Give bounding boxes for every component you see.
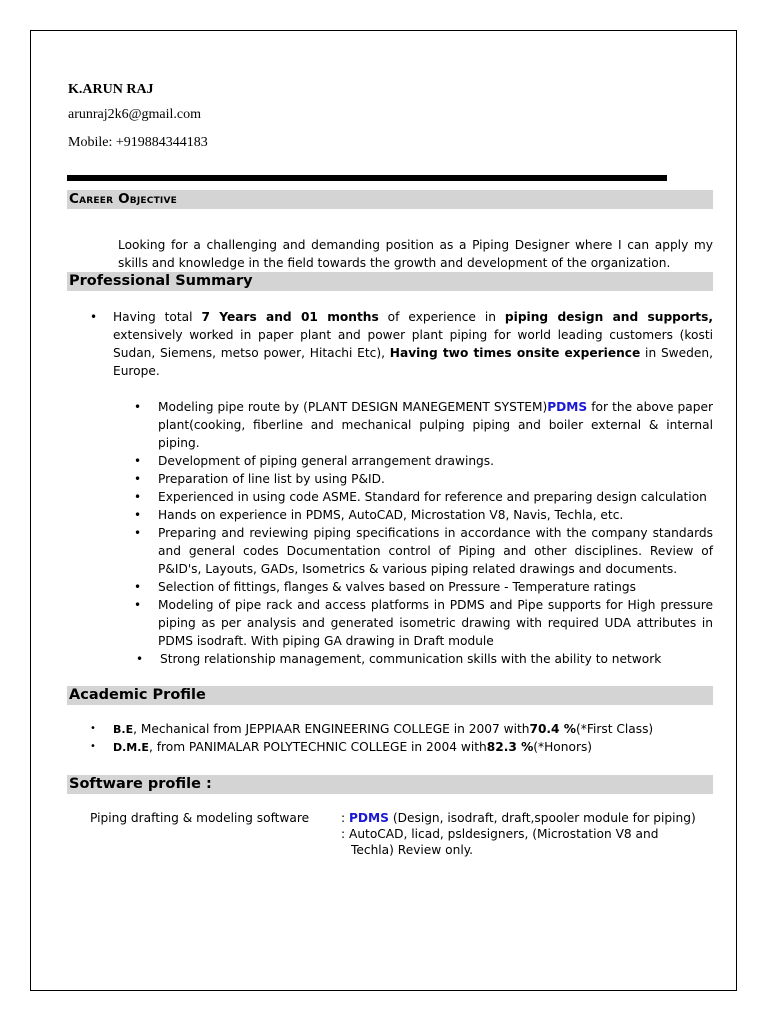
bullet-dot: •	[134, 454, 142, 468]
summary-item: Preparing and reviewing piping specifications in accordance with the company standards and general codes Documentation control of Piping and other disciplines. Review of P&ID's, Layouts, GADs, Isometrics & various piping related drawings and documents.	[158, 526, 713, 576]
header-divider	[67, 175, 667, 181]
career-objective-heading: Career Objective	[67, 190, 713, 209]
software-line-2: : AutoCAD, licad, psldesigners, (Microstation V8 and	[341, 827, 659, 841]
bullet-dot: •	[134, 580, 142, 594]
academic-profile-heading: Academic Profile	[67, 686, 713, 705]
candidate-name: K.ARUN RAJ	[68, 82, 154, 97]
bullet-dot: •	[90, 741, 96, 752]
bullet-dot: •	[134, 508, 142, 522]
email-address: arunraj2k6@gmail.com	[68, 107, 202, 122]
summary-item: Development of piping general arrangement drawings.	[158, 454, 495, 468]
summary-intro: Having total 7 Years and 01 months of experience in piping design and supports, extensively worked in paper plant and power plant piping for world leading customers (kosti Sudan, Siemens, metso power, Hitachi Etc), Having two times onsite experience in Sweden, Europe.	[113, 310, 713, 378]
summary-item: Experienced in using code ASME. Standard for reference and preparing design calculation	[158, 490, 707, 504]
bullet-dot: •	[134, 598, 142, 612]
bullet-dot: •	[136, 652, 144, 666]
software-label: Piping drafting & modeling software	[90, 811, 310, 825]
software-profile-heading: Software profile :	[67, 775, 713, 794]
bullet-dot: •	[134, 400, 142, 414]
bullet-dot: •	[134, 472, 142, 486]
summary-item: Strong relationship management, communication skills with the ability to network	[160, 652, 662, 666]
summary-item-pdms: Modeling pipe route by (PLANT DESIGN MANEGEMENT SYSTEM)PDMS for the above paper plant(cooking, fiberline and mechanical pulping piping and boiler external & internal piping.	[158, 400, 713, 450]
resume-page	[30, 30, 737, 991]
academic-item-dme: D.M.E, from PANIMALAR POLYTECHNIC COLLEGE in 2004 with82.3 %(*Honors)	[113, 740, 593, 754]
bullet-dot: •	[134, 526, 142, 540]
software-line-1: : PDMS (Design, isodraft, draft,spooler module for piping)	[341, 811, 696, 825]
career-objective-text: Looking for a challenging and demanding position as a Piping Designer where I can apply my skills and knowledge in the field towards the growth and development of the organization.	[118, 238, 713, 270]
bullet-dot: •	[90, 723, 96, 734]
summary-item: Hands on experience in PDMS, AutoCAD, Microstation V8, Navis, Techla, etc.	[158, 508, 624, 522]
bullet-dot: •	[134, 490, 142, 504]
summary-item: Preparation of line list by using P&ID.	[158, 472, 385, 486]
summary-item: Modeling of pipe rack and access platforms in PDMS and Pipe supports for High pressure piping as per analysis and generated isometric drawing with required UDA attributes in PDMS isodraft. With piping GA drawing in Draft module	[158, 598, 713, 648]
professional-summary-heading: Professional Summary	[67, 272, 713, 291]
summary-item: Selection of fittings, flanges & valves based on Pressure - Temperature ratings	[158, 580, 636, 594]
academic-item-be: B.E, Mechanical from JEPPIAAR ENGINEERING COLLEGE in 2007 with70.4 %(*First Class)	[113, 722, 654, 736]
mobile-number: Mobile: +919884344183	[68, 135, 208, 150]
bullet-dot: •	[90, 310, 98, 324]
software-line-3: Techla) Review only.	[351, 843, 474, 857]
